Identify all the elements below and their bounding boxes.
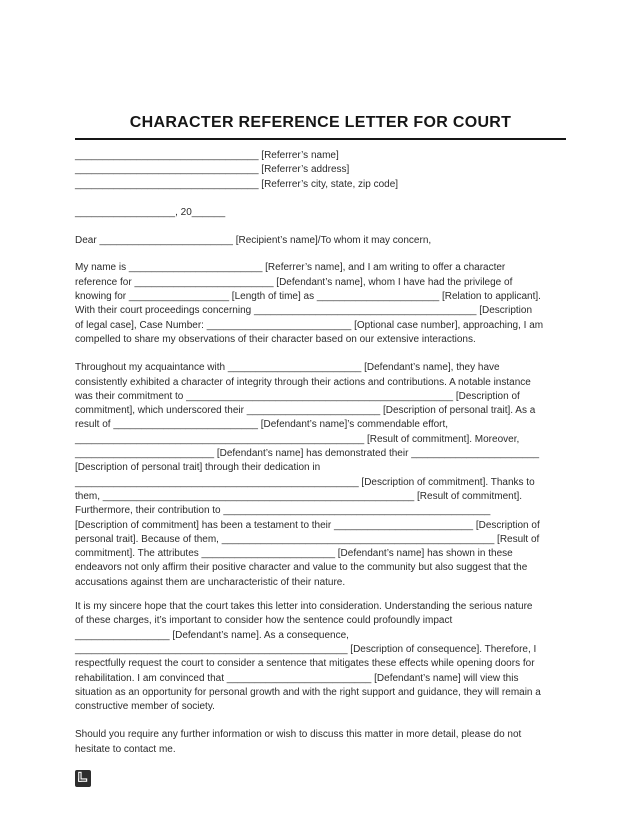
paragraph-line: consistently exhibited a character of integrity through their actions and contributions. A notable instance [75, 376, 531, 388]
paragraph-line: commitment], which underscored their ________________________ [Description of personal trait]. As a [75, 405, 536, 417]
paragraph-line: was their commitment to ________________________________________________ [Description of [75, 390, 520, 402]
paragraph-line: of legal case], Case Number: __________________________ [Optional case number], approaching, I am [75, 319, 544, 331]
paragraph-line: situation as an opportunity for personal growth and with the right support and guidance, they will remain a [75, 686, 541, 698]
paragraph-line: Should you require any further information or wish to discuss this matter in more detail, please do not [75, 729, 522, 741]
legaltemplates-logo-icon [75, 770, 91, 787]
paragraph-line: personal trait]. Because of them, _________________________________________________ [Result of [75, 533, 540, 545]
page-title: CHARACTER REFERENCE LETTER FOR COURT [129, 114, 512, 131]
paragraph-line: [Description of personal trait] through their dedication in [75, 462, 321, 474]
referrer-city-state-zip-line: _________________________________ [Referrer’s city, state, zip code] [75, 178, 399, 190]
paragraph-line: My name is ________________________ [Referrer’s name], and I am writing to offer a character [75, 262, 506, 274]
footer [75, 770, 566, 787]
referrer-name-line: _________________________________ [Referrer’s name] [75, 150, 339, 161]
paragraph-line: constructive member of society. [75, 701, 215, 713]
paragraph-line: It is my sincere hope that the court takes this letter into consideration. Understanding the serious nature [75, 601, 533, 613]
paragraph-character-evidence [75, 361, 566, 590]
paragraph-line: rehabilitation. I am convinced that __________________________ [Defendant’s name] will view this [75, 672, 519, 684]
paragraph-introduction [75, 261, 566, 347]
paragraph-line: Throughout my acquaintance with ________________________ [Defendant’s name], they have [75, 362, 500, 374]
paragraph-line: them, ________________________________________________________ [Result of commitment]. [75, 490, 523, 502]
paragraph-line: compelled to share my observations of their character based on our extensive interactions. [75, 333, 476, 345]
paragraph-line: of these charges, it’s important to consider how the sentence could profoundly impact [75, 615, 453, 627]
salutation-line: Dear ________________________ [Recipient’s name]/To whom it may concern, [75, 235, 432, 247]
sender-block [75, 149, 566, 192]
paragraph-line: Furthermore, their contribution to ________________________________________________ [75, 505, 491, 517]
paragraph-line: endeavors not only affirm their positive character and value to the community but also suggest that the [75, 562, 528, 574]
paragraph-line: knowing for __________________ [Length of time] as ______________________ [Relation to applicant]. [75, 291, 541, 303]
paragraph-line: hesitate to contact me. [75, 743, 176, 755]
date-line: __________________, 20______ [75, 206, 226, 218]
paragraph-line: _________________________________________________ [Description of consequence]. Therefore, I [75, 643, 537, 655]
paragraph-line: _________________________ [Defendant’s name] has demonstrated their _______________________ [75, 448, 540, 460]
paragraph-line: _________________ [Defendant’s name]. As a consequence, [75, 629, 349, 641]
paragraph-line: With their court proceedings concerning ________________________________________ [Description [75, 305, 533, 317]
paragraph-line: [Description of commitment] has been a testament to their _________________________ [Description of [75, 519, 540, 531]
title-underline [75, 138, 566, 140]
paragraph-line: reference for _________________________ [Defendant’s name], whom I have had the privilege of [75, 276, 513, 288]
referrer-address-line: _________________________________ [Referrer’s address] [75, 164, 350, 176]
paragraph-line: ____________________________________________________ [Result of commitment]. Moreover, [75, 433, 520, 445]
paragraph-line: commitment]. The attributes ________________________ [Defendant’s name] has shown in these [75, 548, 513, 560]
paragraph-line: ___________________________________________________ [Description of commitment]. Thanks to [75, 476, 535, 488]
paragraph-court-request [75, 600, 566, 714]
paragraph-closing [75, 728, 566, 757]
paragraph-line: respectfully request the court to consider a sentence that mitigates these effects while opening doors for [75, 658, 535, 670]
paragraph-line: result of __________________________ [Defendant’s name]’s commendable effort, [75, 419, 449, 431]
paragraph-line: accusations against them are uncharacteristic of their nature. [75, 576, 346, 588]
